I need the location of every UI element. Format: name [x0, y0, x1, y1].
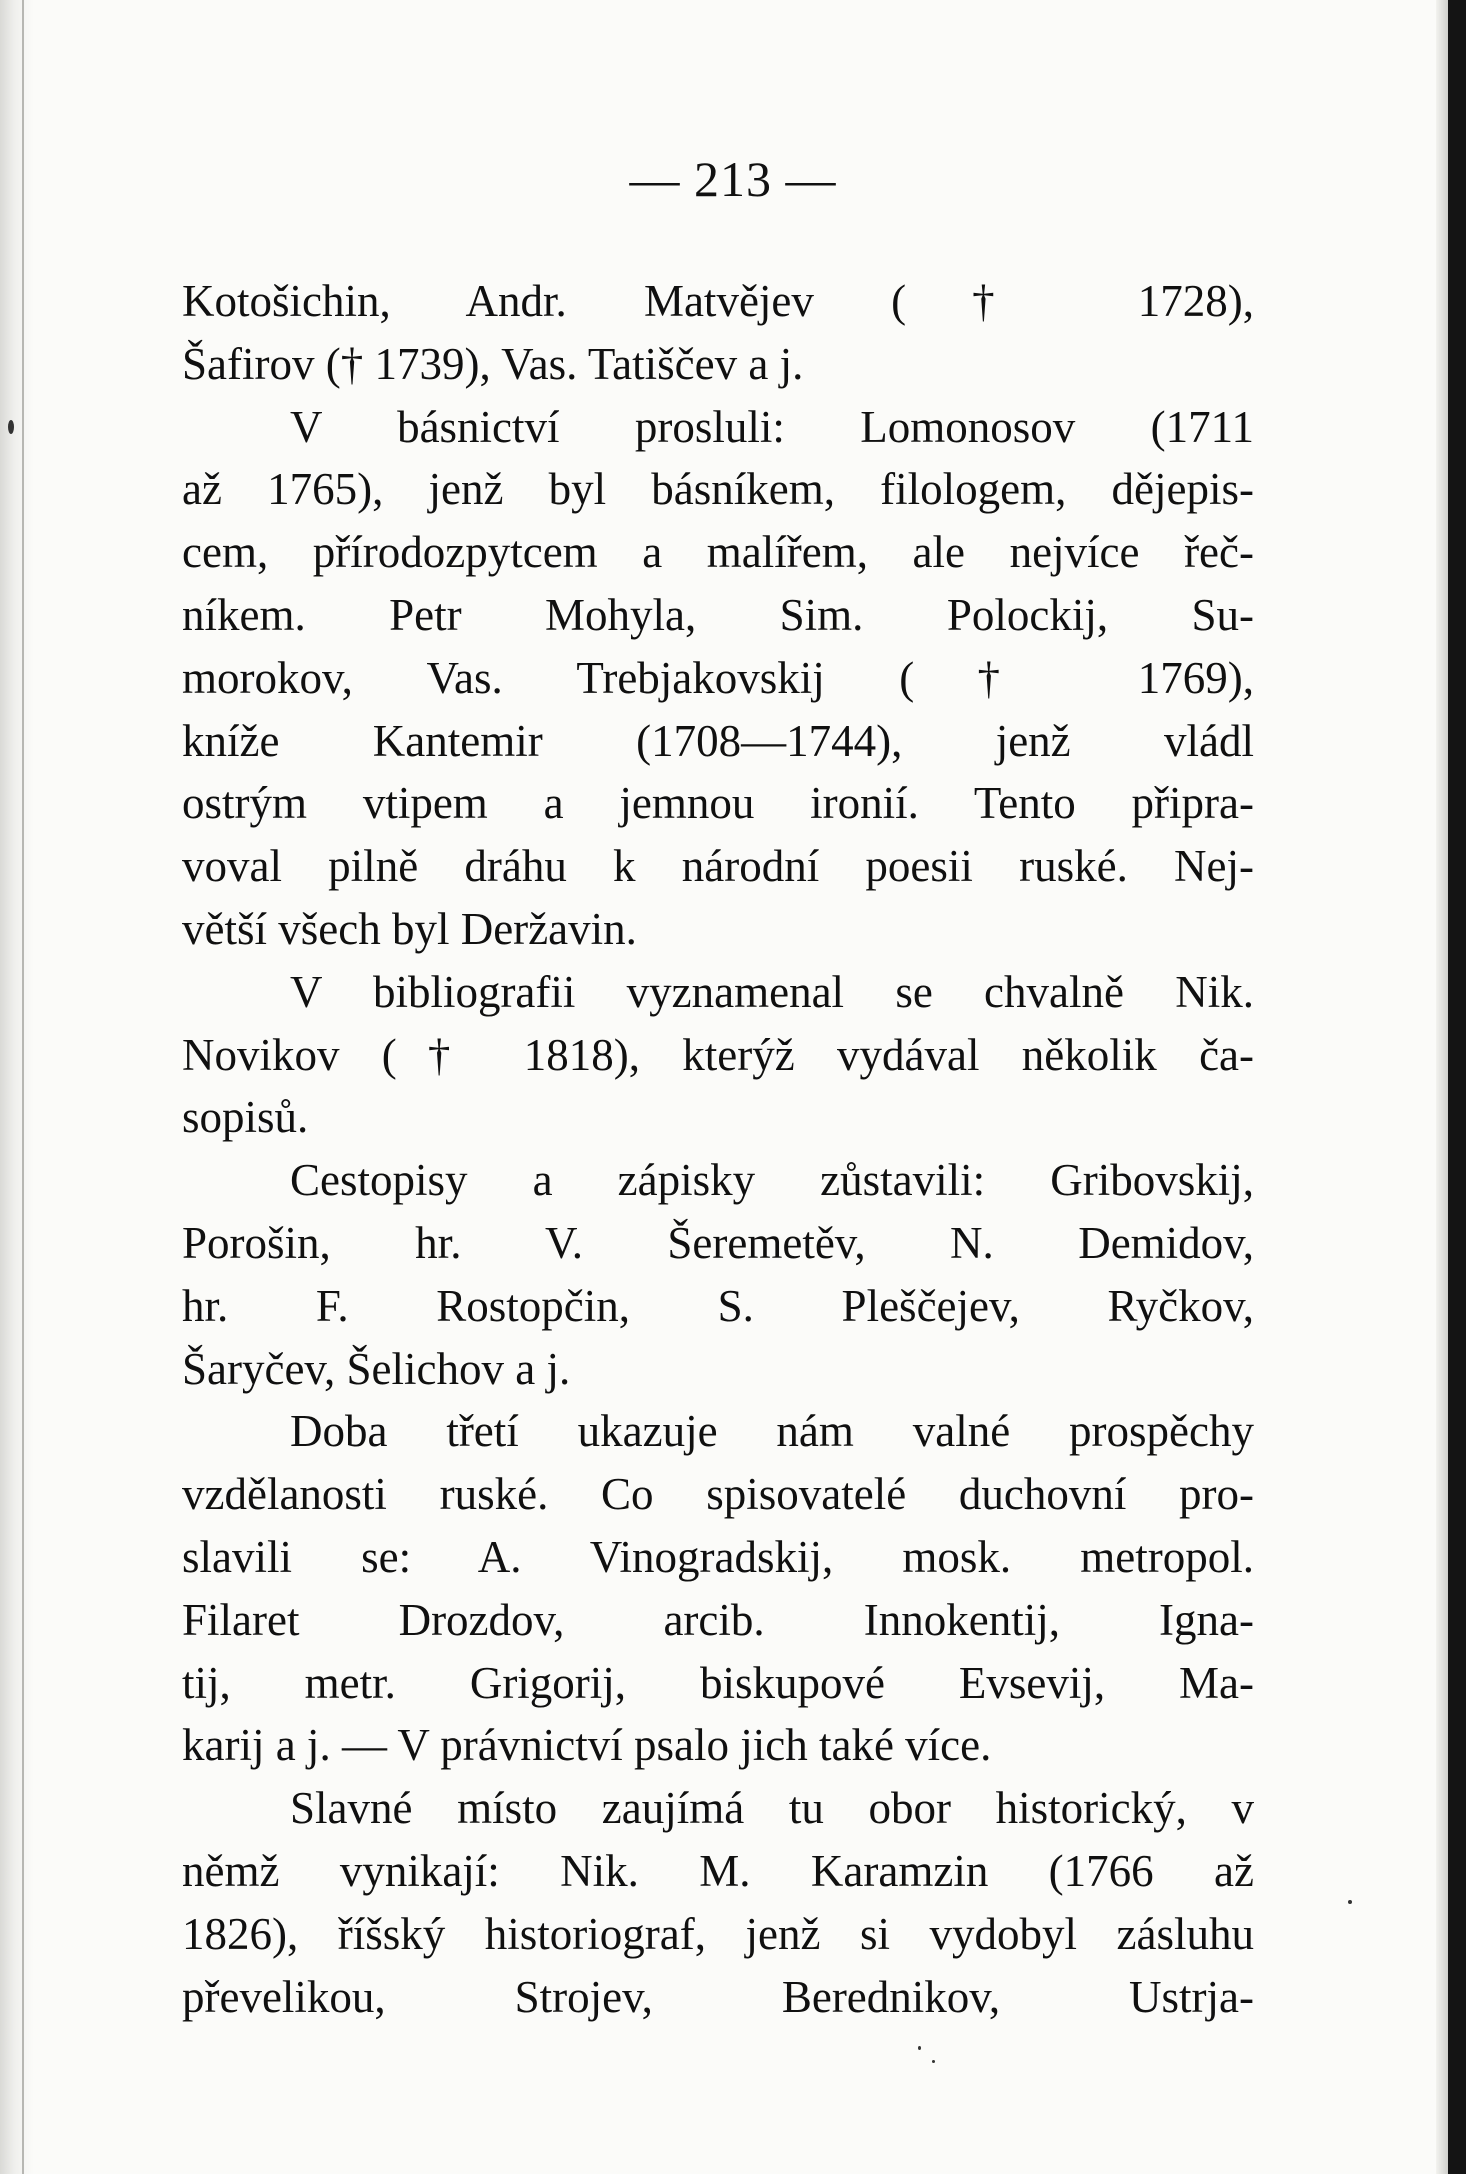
text-line: vzdělanosti ruské. Co spisovatelé duchovní pro-: [182, 1469, 1254, 1520]
text-line: němž vynikají: Nik. M. Karamzin (1766 až: [182, 1845, 1254, 1896]
text-line: převelikou, Strojev, Berednikov, Ustrja-: [182, 1971, 1254, 2022]
text-line: karij a j. — V právnictví psalo jich také více.: [182, 1720, 992, 1771]
text-line: Slavné místo zaujímá tu obor historický, v: [290, 1783, 1254, 1834]
text-line: Šaryčev, Šelichov a j.: [182, 1343, 571, 1394]
text-line: sopisů.: [182, 1092, 309, 1143]
text-line: V básnictví prosluli: Lomonosov (1711: [290, 401, 1254, 452]
scan-border: [1448, 0, 1466, 2174]
text-line: tij, metr. Grigorij, biskupové Evsevij, Ma-: [182, 1657, 1254, 1708]
text-line: Cestopisy a zápisky zůstavili: Gribovskij,: [290, 1155, 1254, 1206]
page-edge-shadow: [1436, 0, 1448, 2174]
text-line: ostrým vtipem a jemnou ironií. Tento připra-: [182, 778, 1254, 829]
text-line: V bibliografii vyznamenal se chvalně Nik.: [290, 966, 1254, 1017]
text-line: morokov, Vas. Trebjakovskij († 1769),: [182, 652, 1254, 703]
text-line: 1826), říšský historiograf, jenž si vydobyl zásluhu: [182, 1908, 1254, 1959]
text-line: větší všech byl Deržavin.: [182, 903, 637, 954]
body-text: [182, 270, 1254, 2028]
scan-speck: [8, 420, 14, 434]
text-line: cem, přírodozpytcem a malířem, ale nejvíce řeč-: [182, 527, 1254, 578]
text-line: Porošin, hr. V. Šeremetěv, N. Demidov,: [182, 1217, 1254, 1268]
text-line: Novikov († 1818), kterýž vydával několik ča-: [182, 1029, 1254, 1080]
text-line: voval pilně dráhu k národní poesii ruské. Nej-: [182, 841, 1254, 892]
text-line: hr. F. Rostopčin, S. Pleščejev, Ryčkov,: [182, 1280, 1254, 1331]
text-line: až 1765), jenž byl básníkem, filologem, dějepis-: [182, 464, 1254, 515]
scan-speck: [918, 2046, 921, 2050]
text-line: kníže Kantemir (1708—1744), jenž vládl: [182, 715, 1254, 766]
text-line: Šafirov († 1739), Vas. Tatiščev a j.: [182, 338, 804, 389]
page-number: — 213 —: [629, 151, 837, 207]
text-line: Doba třetí ukazuje nám valné prospěchy: [290, 1406, 1254, 1457]
scan-speck: [1348, 1900, 1352, 1904]
text-line: slavili se: A. Vinogradskij, mosk. metropol.: [182, 1531, 1254, 1582]
text-line: níkem. Petr Mohyla, Sim. Polockij, Su-: [182, 589, 1254, 640]
text-line: Filaret Drozdov, arcib. Innokentij, Igna-: [182, 1594, 1254, 1645]
page-gutter: [0, 0, 34, 2174]
gutter-line: [22, 0, 24, 2174]
scan-speck: [932, 2060, 935, 2063]
text-line: Kotošichin, Andr. Matvějev († 1728),: [182, 276, 1254, 326]
